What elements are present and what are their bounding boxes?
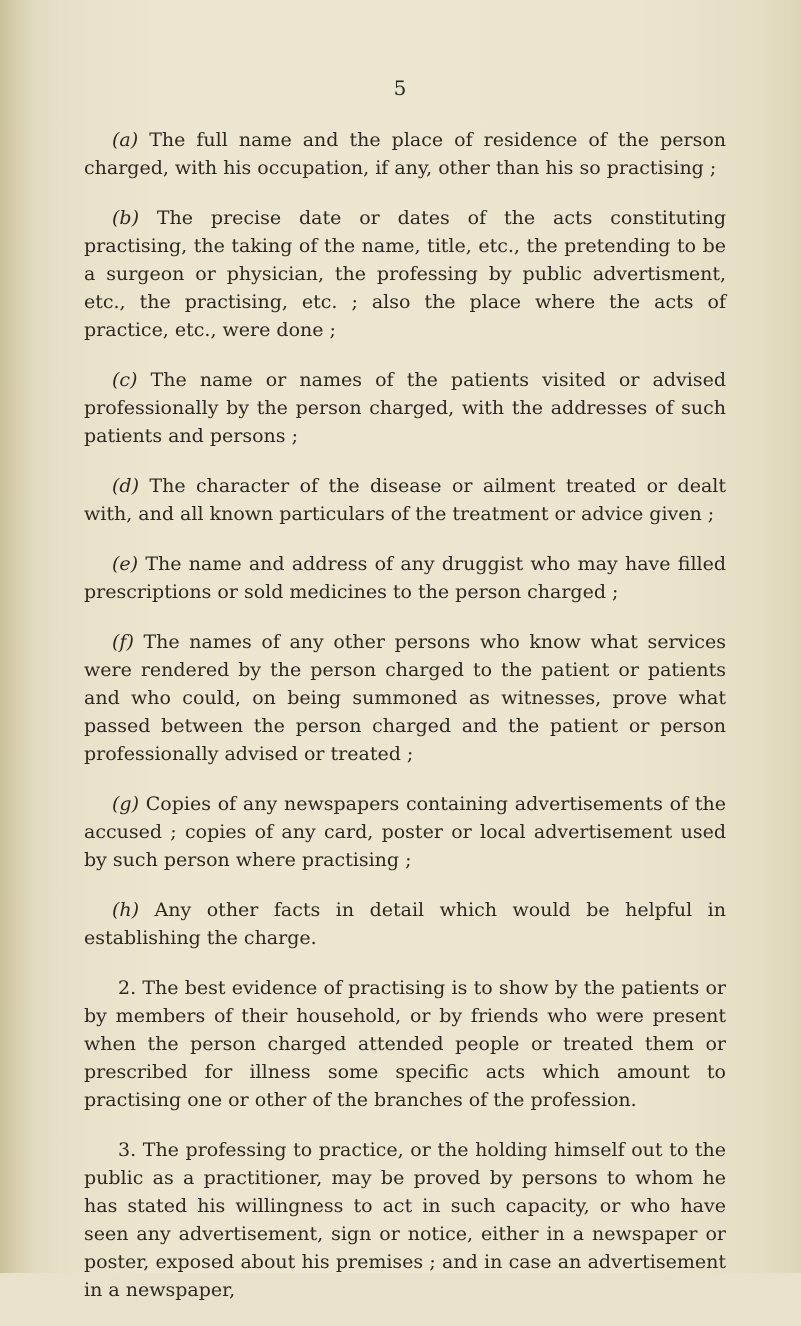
item-number: 2.	[118, 977, 137, 999]
paragraph-text: The name and address of any druggist who may have filled prescriptions or sold medicines to the person charged ;	[84, 553, 726, 603]
paragraph-text: The character of the disease or ailment treated or dealt with, and all known particulars of the treatment or advice given ;	[84, 475, 726, 525]
paragraph-2	[84, 974, 726, 1114]
paragraph-d	[84, 472, 726, 528]
item-number: 3.	[118, 1139, 137, 1161]
paragraph-h	[84, 896, 726, 952]
paragraph-a	[84, 126, 726, 182]
page-number: 5	[393, 76, 408, 100]
item-label: (f)	[112, 631, 134, 653]
paragraph-f	[84, 628, 726, 768]
item-label: (d)	[112, 475, 139, 497]
item-label: (c)	[112, 369, 138, 391]
item-label: (g)	[112, 793, 139, 815]
item-label: (h)	[112, 899, 140, 921]
item-label: (a)	[112, 129, 139, 151]
paragraph-text: The best evidence of practising is to show by the patients or by members of their household, or by friends who were present when the person charged attended people or treated them or prescribed for illness some specific acts which amount to practising one or other of the branches of the profession.	[84, 977, 726, 1111]
paragraph-text: The names of any other persons who know what services were rendered by the person charged to the patient or patients and who could, on being summoned as witnesses, prove what passed between the person charged and the patient or person professionally advised or treated ;	[84, 631, 726, 765]
paragraph-3	[84, 1136, 726, 1304]
paragraph-text: The professing to practice, or the holding himself out to the public as a practitioner, may be proved by persons to whom he has stated his willingness to act in such capacity, or who have seen any advertisement, sign or notice, either in a newspaper or poster, exposed about his premises ; and in case an advertisement in a newspaper,	[84, 1139, 726, 1301]
paragraph-g	[84, 790, 726, 874]
paragraph-text: The name or names of the patients visited or advised professionally by the person charged, with the addresses of such patients and persons ;	[84, 369, 726, 447]
paragraph-text: The precise date or dates of the acts constituting practising, the taking of the name, title, etc., the pretending to be a surgeon or physician, the professing by public advertisment, etc., the practising, etc. ; also the place where the acts of practice, etc., were done ;	[84, 207, 726, 341]
paragraph-text: The full name and the place of residence of the person charged, with his occupation, if any, other than his so practising ;	[84, 129, 726, 179]
page-edge-shadow	[0, 0, 34, 1273]
paragraph-text: Any other facts in detail which would be helpful in establishing the charge.	[84, 899, 726, 949]
paragraph-b	[84, 204, 726, 344]
item-label: (e)	[112, 553, 139, 575]
item-label: (b)	[112, 207, 139, 229]
body-text	[84, 126, 726, 1326]
paragraph-e	[84, 550, 726, 606]
paragraph-c	[84, 366, 726, 450]
paragraph-text: Copies of any newspapers containing advertisements of the accused ; copies of any card, poster or local advertisement used by such person where practising ;	[84, 793, 726, 871]
